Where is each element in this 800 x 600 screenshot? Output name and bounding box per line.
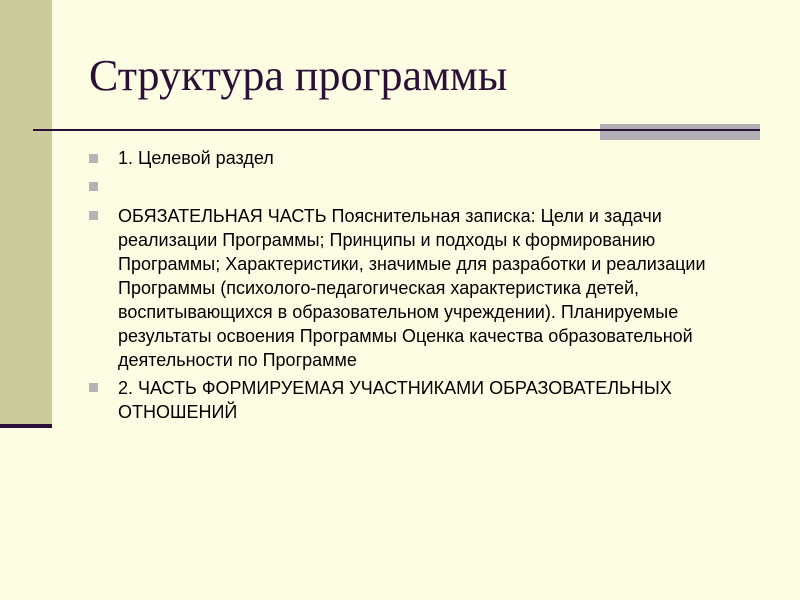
- bullet-item: [118, 146, 758, 170]
- bullet-item: [118, 204, 758, 372]
- title-divider-accent: [600, 124, 760, 140]
- bullet-text: 2. ЧАСТЬ ФОРМИРУЕМАЯ УЧАСТНИКАМИ ОБРАЗОВАТЕЛЬНЫХ ОТНОШЕНИЙ: [118, 378, 672, 422]
- bullet-text: 1. Целевой раздел: [118, 148, 274, 168]
- slide-title: Структура программы: [89, 51, 508, 100]
- bullet-text: ОБЯЗАТЕЛЬНАЯ ЧАСТЬ Пояснительная записка: Цели и задачи реализации Программы; Принципы и подходы к формированию Программы; Характеристики, значимые для разработки и реализации Программы (психолого-педагогическая характеристика детей, воспитывающихся в образовательном учреждении). Планируемые результаты освоения Программы Оценка качества образовательной деятельности по Программе: [118, 206, 706, 370]
- title-divider-accent-line: [600, 129, 760, 131]
- square-bullet-icon: [89, 211, 98, 220]
- left-accent-bar: [0, 0, 52, 425]
- left-accent-bar-base: [0, 424, 52, 428]
- square-bullet-icon: [89, 383, 98, 392]
- bullet-item: [118, 376, 758, 424]
- square-bullet-icon: [89, 182, 98, 191]
- square-bullet-icon: [89, 154, 98, 163]
